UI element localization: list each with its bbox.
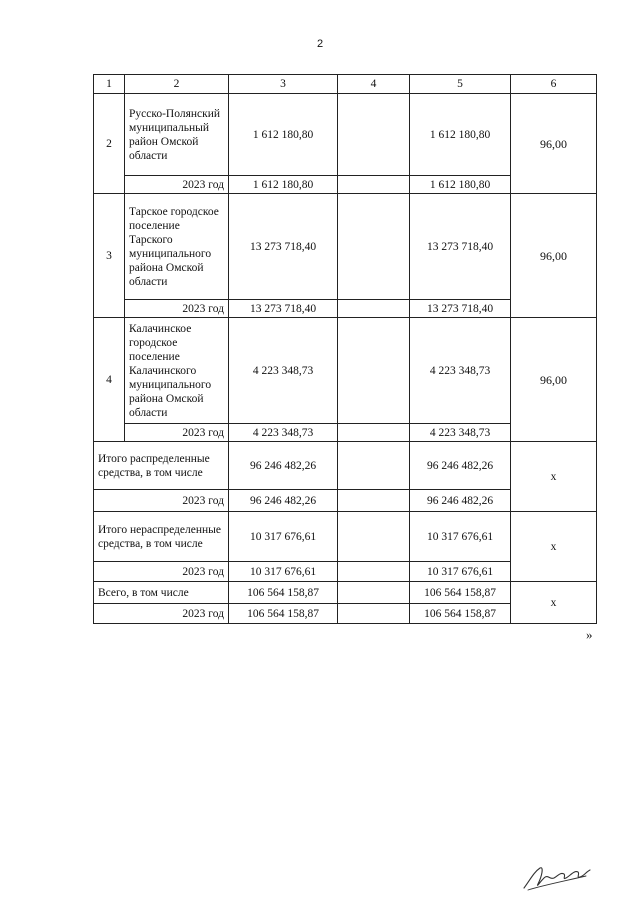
amount-col3: 4 223 348,73 xyxy=(229,424,338,442)
empty-cell xyxy=(338,176,410,194)
column-header: 1 xyxy=(94,75,125,94)
amount-col5: 96 246 482,26 xyxy=(410,490,511,512)
recipient-name: Калачинское городское поселение Калачинского муниципального района Омской области xyxy=(125,318,229,424)
year-label: 2023 год xyxy=(94,562,229,582)
year-label: 2023 год xyxy=(125,300,229,318)
empty-cell xyxy=(338,582,410,604)
percent-value: 96,00 xyxy=(511,318,597,442)
closing-quote: » xyxy=(586,627,593,642)
empty-cell xyxy=(338,490,410,512)
amount-col3: 10 317 676,61 xyxy=(229,512,338,562)
amount-col5: 10 317 676,61 xyxy=(410,562,511,582)
amount-col3: 96 246 482,26 xyxy=(229,490,338,512)
not-applicable-mark: х xyxy=(511,512,597,582)
amount-col3: 1 612 180,80 xyxy=(229,94,338,176)
column-header: 2 xyxy=(125,75,229,94)
year-label: 2023 год xyxy=(125,424,229,442)
empty-cell xyxy=(338,318,410,424)
amount-col3: 10 317 676,61 xyxy=(229,562,338,582)
amount-col3: 4 223 348,73 xyxy=(229,318,338,424)
amount-col5: 13 273 718,40 xyxy=(410,194,511,300)
empty-cell xyxy=(338,562,410,582)
row-number: 3 xyxy=(94,194,125,318)
table-row xyxy=(94,94,597,176)
amount-col3: 13 273 718,40 xyxy=(229,300,338,318)
summary-label: Всего, в том числе xyxy=(94,582,229,604)
amount-col3: 106 564 158,87 xyxy=(229,582,338,604)
amount-col5: 96 246 482,26 xyxy=(410,442,511,490)
amount-col3: 1 612 180,80 xyxy=(229,176,338,194)
empty-cell xyxy=(338,194,410,300)
year-label: 2023 год xyxy=(94,490,229,512)
amount-col5: 106 564 158,87 xyxy=(410,582,511,604)
percent-value: 96,00 xyxy=(511,94,597,194)
column-header: 6 xyxy=(511,75,597,94)
row-number: 4 xyxy=(94,318,125,442)
year-label: 2023 год xyxy=(125,176,229,194)
percent-value: 96,00 xyxy=(511,194,597,318)
empty-cell xyxy=(338,94,410,176)
empty-cell xyxy=(338,442,410,490)
signature-image xyxy=(520,860,592,894)
column-number-row xyxy=(94,75,597,94)
amount-col3: 106 564 158,87 xyxy=(229,604,338,624)
column-header: 5 xyxy=(410,75,511,94)
empty-cell xyxy=(338,512,410,562)
amount-col5: 1 612 180,80 xyxy=(410,176,511,194)
column-header: 4 xyxy=(338,75,410,94)
amount-col5: 4 223 348,73 xyxy=(410,318,511,424)
summary-label: Итого нераспределенные средства, в том числе xyxy=(94,512,229,562)
table-row xyxy=(94,442,597,490)
amount-col5: 1 612 180,80 xyxy=(410,94,511,176)
amount-col5: 4 223 348,73 xyxy=(410,424,511,442)
distribution-table xyxy=(93,74,597,624)
amount-col5: 106 564 158,87 xyxy=(410,604,511,624)
column-header: 3 xyxy=(229,75,338,94)
amount-col3: 96 246 482,26 xyxy=(229,442,338,490)
table-row xyxy=(94,318,597,424)
amount-col3: 13 273 718,40 xyxy=(229,194,338,300)
empty-cell xyxy=(338,424,410,442)
amount-col5: 13 273 718,40 xyxy=(410,300,511,318)
table-row xyxy=(94,194,597,300)
not-applicable-mark: х xyxy=(511,442,597,512)
page-number: 2 xyxy=(316,38,324,50)
recipient-name: Тарское городское поселение Тарского муниципального района Омской области xyxy=(125,194,229,300)
table-row xyxy=(94,512,597,562)
amount-col5: 10 317 676,61 xyxy=(410,512,511,562)
year-label: 2023 год xyxy=(94,604,229,624)
summary-label: Итого распределенные средства, в том числе xyxy=(94,442,229,490)
table-row xyxy=(94,582,597,604)
recipient-name: Русско-Полянский муниципальный район Омской области xyxy=(125,94,229,176)
row-number: 2 xyxy=(94,94,125,194)
empty-cell xyxy=(338,604,410,624)
empty-cell xyxy=(338,300,410,318)
not-applicable-mark: х xyxy=(511,582,597,624)
